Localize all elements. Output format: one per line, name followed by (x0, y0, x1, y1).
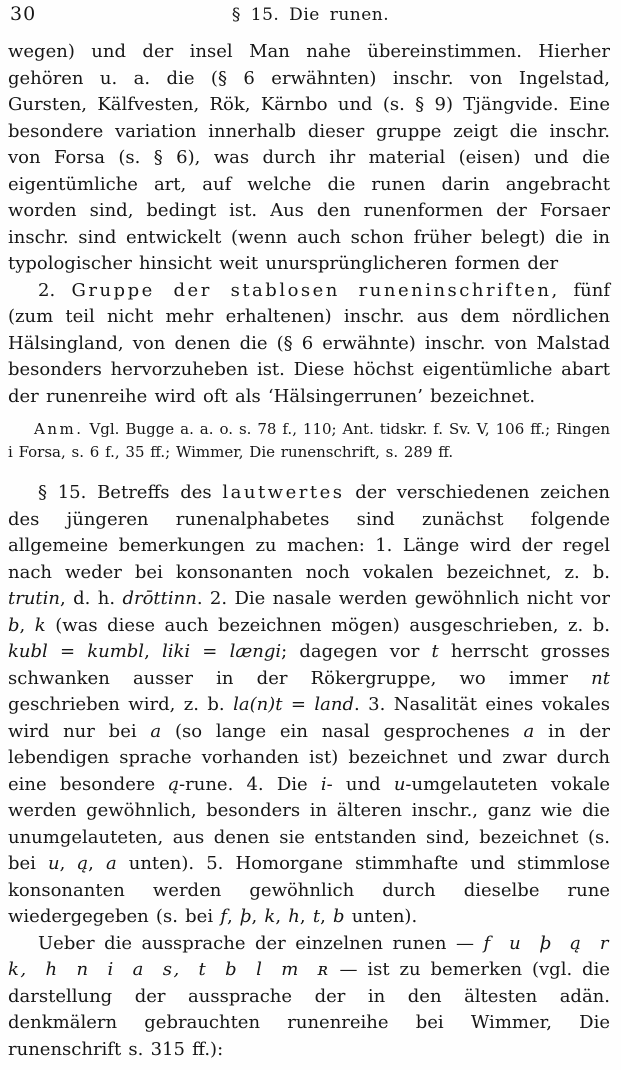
paragraph-aussprache-runenreihe (8, 931, 610, 1064)
text-segment: - und (326, 773, 394, 795)
text-segment: b (8, 614, 20, 636)
text-segment: geschrieben wird, z. b. (8, 694, 234, 715)
text-segment: . 2. Die nasale werden gewöhnlich nicht vor (196, 588, 610, 609)
running-head (0, 3, 621, 31)
text-segment: = (282, 694, 315, 715)
text-segment: drōttinn (122, 588, 197, 609)
text-segment: trutin (8, 588, 61, 609)
page-number: 30 (10, 3, 37, 25)
text-segment: -umgelauteten vokale werden gewöhnlich, besonders in älteren inschr., ganz wie die unumgelauteten, aus denen sie entstanden sind, bezeichnet (s. bei (8, 773, 611, 874)
text-segment: , d. h. (60, 588, 123, 609)
text-segment: t (431, 641, 439, 662)
text-segment: , (59, 853, 78, 874)
text-segment: unten). (344, 906, 418, 927)
text-segment: k (264, 906, 276, 927)
text-segment: , (275, 906, 289, 927)
text-segment: , (320, 906, 334, 927)
text-segment: Anm. (34, 420, 84, 438)
text-segment: (so lange ein nasal gesprochenes (161, 720, 524, 742)
text-segment: t (312, 906, 321, 927)
text-segment: , (251, 906, 265, 927)
text-segment: ; dagegen vor (281, 641, 432, 662)
paragraph-continuation (8, 39, 610, 278)
text-segment: kubl (8, 641, 48, 662)
text-segment: f u þ ą r k, h n i a s, t b l m ʀ (8, 932, 610, 980)
text-segment: , (299, 906, 313, 927)
text-segment: § 15. Betreffs des (38, 482, 223, 503)
text-segment: a (150, 720, 162, 742)
text-segment: ą (168, 773, 180, 795)
paragraph-15-lautwert (8, 480, 610, 931)
text-segment: (was diese auch bezeichnen mögen) ausgeschrieben, z. b. (45, 614, 610, 636)
text-segment: = (190, 641, 230, 662)
text-segment: Vgl. Bugge a. a. o. s. 78 f., 110; Ant. tidskr. f. Sv. V, 106 ff.; Ringen i Forsa, s. 6 f., 35 ff.; Wimmer, Die runenschrift, s. 289 ff. (8, 420, 610, 461)
text-segment: u (48, 853, 60, 874)
running-title: § 15. Die runen. (231, 5, 390, 25)
text-segment: Ueber die aussprache der einzelnen runen — (38, 932, 484, 954)
paragraph-anmerkung (8, 418, 610, 464)
text-segment: længi (229, 641, 282, 662)
text-segment: þ (239, 906, 252, 927)
text-segment: , (144, 641, 162, 662)
text-segment: u (393, 773, 406, 795)
text-segment: i (320, 773, 327, 795)
text-segment: in der lebendigen sprache vorhanden ist) bezeichnet und zwar durch eine besondere (8, 720, 611, 795)
text-segment: h (288, 906, 300, 927)
text-segment: . 3. Nasalität eines vokales wird nur bei (8, 694, 610, 742)
text-segment: f (220, 906, 227, 927)
text-segment: der verschiedenen zeichen des jüngeren runenalphabetes sind zunächst folgende allgemeine bemerkungen zu machen: 1. Länge wird der regel nach weder bei konsonanten noch vokalen bezeichnet, z. b. (8, 482, 611, 583)
text-segment: k (34, 614, 46, 636)
text-segment: = (47, 641, 88, 662)
text-segment: 2. (38, 279, 72, 301)
text-segment: -rune. 4. Die (179, 773, 321, 795)
text-segment: a (105, 853, 117, 874)
text-segment: la(n)t (233, 694, 283, 715)
text-segment: b (333, 906, 345, 927)
text-column (8, 39, 610, 1063)
text-segment: herrscht grosses schwanken ausser in der Rökergruppe, wo immer (8, 641, 610, 689)
text-segment: lautwertes (222, 482, 345, 503)
text-segment: Gruppe der stablosen runeninschriften (71, 279, 552, 301)
text-segment: , (88, 853, 106, 874)
text-segment: a (523, 720, 535, 742)
text-segment: — ist zu bemerken (vgl. die darstellung der aussprache der in den ältesten adän. denkmälern gebrauchten runenreihe bei Wimmer, Die runenschrift s. 315 ff.): (8, 959, 610, 1060)
text-segment: nt (591, 667, 610, 689)
text-segment: kumbl (87, 641, 145, 662)
text-segment: ą (77, 853, 89, 874)
text-segment: , fünf (zum teil nicht mehr erhaltenen) inschr. aus dem nördlichen Hälsingland, von denen die (§ 6 erwähnte) inschr. von Malstad besonders hervorzuheben ist. Diese höchst eigentümliche abart der runenreihe wird oft als ‘Hälsingerrunen’ bezeichnet. (8, 279, 610, 407)
text-segment: land (314, 694, 355, 715)
text-segment: , (226, 906, 240, 927)
text-segment: liki (161, 641, 191, 662)
text-segment: wegen) und der insel Man nahe übereinstimmen. Hierher gehören u. a. die (§ 6 erwähnten) inschr. von Ingelstad, Gursten, Kälfvesten, Rök, Kärnbo und (s. § 9) Tjängvide. Eine besondere variation innerhalb dieser gruppe zeigt die inschr. von Forsa (s. § 6), was durch ihr material (eisen) und die eigentümliche art, auf welche die runen darin angebracht worden sind, bedingt ist. Aus den runenformen der Forsaer inschr. sind entwickelt (wenn auch schon früher belegt) die in typologischer hinsicht weit unursprünglicheren formen der (8, 41, 610, 274)
text-segment: unten). 5. Homorgane stimmhafte und stimmlose konsonanten werden gewöhnlich durch dieselbe rune wiedergegeben (s. bei (8, 853, 611, 927)
text-segment: , (19, 614, 35, 636)
paragraph-stablose-runeninschriften (8, 278, 610, 411)
